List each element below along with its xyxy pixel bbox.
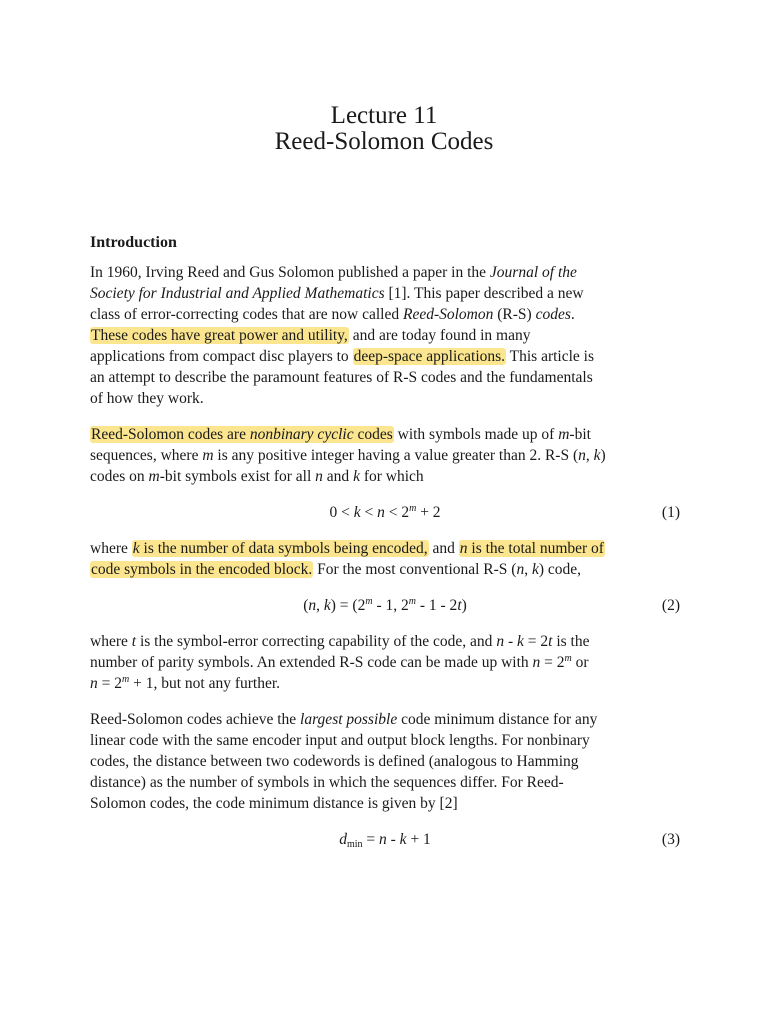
paragraph-3: where k is the number of data symbols being encoded, and n is the total number of code symbols in the encoded block. For the most conventional R-S (n, k) code, — [90, 540, 604, 578]
equation-2-body: (n, $k) = (2^m - 1$, 2$^m$ - 1 - 2t) — [303, 596, 467, 614]
equation-1-number: (1) — [661, 504, 680, 521]
equation-2 — [90, 595, 680, 617]
equation-2-number: (2) — [661, 597, 680, 614]
equation-1-body: $0 < k < n < 2^m + 2$ — [329, 503, 441, 521]
highlight: k is the number of data symbols being encoded, — [132, 540, 428, 557]
equation-1 — [90, 502, 680, 524]
equation-3-body: $d_{min} = n - k + 1$ — [339, 831, 431, 850]
equation-3 — [90, 829, 680, 851]
highlight: n is the total number of — [459, 540, 604, 557]
equation-3-number: (3) — [661, 831, 680, 848]
paragraph-5: Reed-Solomon codes achieve the largest possible code minimum distance for any linear code with the same encoder input and output block lengths. For nonbinary codes, the distance between two codewords is defined (analogous to Hamming distance) as the number of symbols in which the sequences differ. For Reed- Solomon codes, the code minimum distance is given by [2] — [90, 711, 598, 812]
highlight: code symbols in the encoded block. — [91, 561, 313, 578]
highlight: These codes have great power and utility, — [91, 327, 348, 344]
section-heading-introduction: Introduction — [90, 234, 177, 251]
highlight: deep-space applications. — [353, 348, 506, 365]
paragraph-4: where t is the symbol-error correcting capability of the code, and n - k = 2t is the number of parity symbols. An extended R-S code can be made up with $n = 2^m$ or $n = 2^m + 1$, but not any further. — [90, 633, 590, 692]
title-line-2: Reed-Solomon Codes — [274, 128, 494, 155]
highlight: Reed-Solomon codes are nonbinary cyclic codes — [91, 426, 393, 443]
paragraph-1: In 1960, Irving Reed and Gus Solomon published a paper in the Journal of the Society for Industrial and Applied Mathematics [1]. This paper described a new class of error-correcting codes that are now called Reed-Solomon (R-S) codes. These codes have great power and utility, and are today found in many applications from compact disc players to deep-space applications. This article is an attempt to describe the paramount features of R-S codes and the fundamentals of how they work. — [90, 264, 595, 407]
paragraph-2: Reed-Solomon codes are nonbinary cyclic codes with symbols made up of m-bit sequences, where m is any positive integer having a value greater than 2. R-S (n, k) codes on m-bit symbols exist for all n and k for which — [90, 426, 606, 485]
title-line-1: Lecture 11 — [330, 102, 438, 129]
